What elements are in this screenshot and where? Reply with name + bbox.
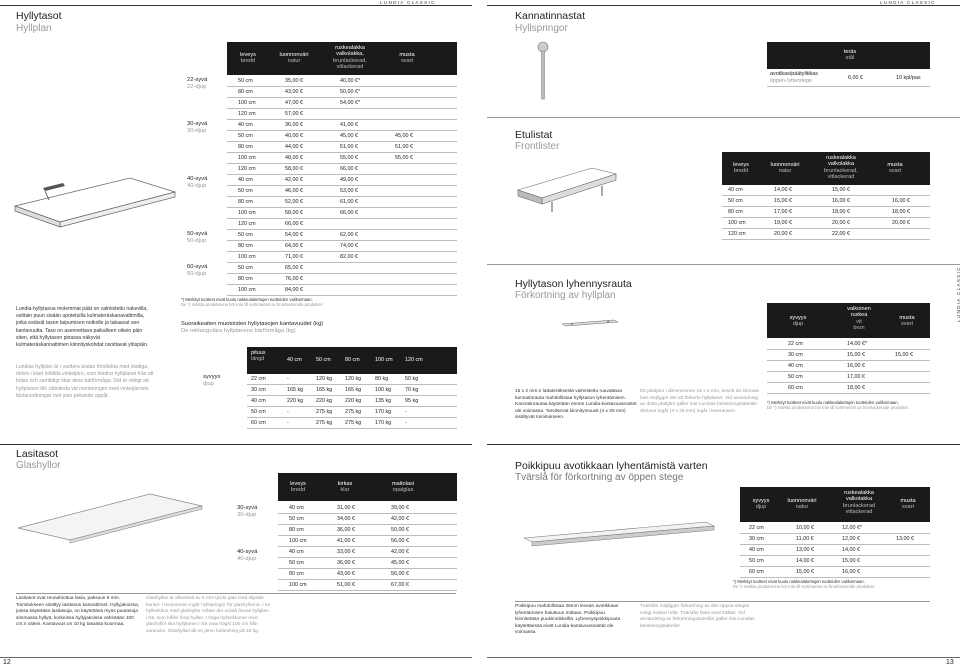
lasitasot-description-sv: Glashyllan är tillverkad av 6 mm tjockt glas med slipade kanter. I leveransen ingår hyllspringor för glashyllorna. I en hyllsektion med glashyllor måste det också finnas hyllplan i trä, som håller ihop hyllan. I höga hyllsektioner med glashyllor ska hyllplanen i trä vara högst 100 cm från varandra. Glashyllan tål en jämn belastning på 10 kg. [146,596,271,634]
divider [16,593,456,594]
table-row: 22 cm 10,00 € 12,00 €* [740,523,930,534]
hyllytasot-note: *) Merkityt tuotteet eivät kuulu nakkealakettujen tuotteiden valikoimaan. De *) märkta produkterna hör inte till sortimentet av brunlackerade produkter. [181,297,324,307]
kantavuus-col: 80 cm [345,357,360,363]
kannatinnastat-title: Kannatinnastat [515,10,586,22]
hyllytasot-title: Hyllytasot [16,10,62,22]
table-row [767,69,930,87]
support-pin-illustration [536,40,550,102]
lasitasot-group-label: 40-syvä 40-djup [237,549,258,562]
brand-left: LUNDIA CLASSIC [380,0,436,5]
table-row: 30 cm 15,00 € 15,00 € [767,350,930,361]
kantavuus-col-label: pituus längd [251,350,266,363]
table-row: 50 cm 35,00 € 40,00 €* [227,76,457,87]
table-row: 50 cm 65,00 € [227,263,457,274]
table-row: 22 cm 14,00 €* [767,339,930,350]
bottom-rule-left [0,657,472,658]
table-row: 22 cm - 120 kg 120 kg 80 kg 50 kg [247,374,457,385]
table-row: 120 cm 66,00 € [227,219,457,230]
hyllytasot-subtitle: Hyllplan [16,23,52,34]
lyhennys-description-sv: Ett plattjärn i dimensionen 15 x 2 mm, avsett att skruvas fast möjliggör det att förkorta hyllplanet. Vid användning av detta plattjärn gäller inte Lundias belastningstabeller. Skruvar ingår (4 x 25 mm) ingår i leveransen. [640,389,759,414]
table-row: 40 cm 36,00 € 41,00 € [227,120,457,131]
kantavuus-col: 120 cm [405,357,423,363]
kantavuus-col: 40 cm [287,357,302,363]
table-row: 100 cm 58,00 € 66,00 € [227,208,457,219]
lasitasot-subtitle: Glashyllor [16,460,61,471]
hyllytasot-group-label: 60-syvä 60-djup [187,264,208,277]
lasitasot-h-opal: maitolasi opalglas [391,481,415,494]
table-row: 60 cm 18,00 € [767,383,930,394]
table-row: 100 cm 41,00 € 56,00 € [278,536,457,547]
kannatinnastat-price: 6,00 € [848,75,863,81]
table-row: 100 cm 51,00 € 67,00 € [278,580,457,591]
kannatinnastat-h-steel: teräs stål [843,49,857,62]
table-row: 50 cm 17,00 € [767,372,930,383]
top-rule-right [487,5,960,6]
front-rail-illustration [512,160,622,215]
table-row: 50 cm 54,00 € 62,00 € [227,230,457,241]
kantavuus-heading: Suoraikeaiten muotoisten hyllytasojen kantavuudet (kg) De rektangulära hyllplanens bärförmåga (kg) [181,321,324,334]
table-row: 80 cm 36,00 € 50,00 € [278,525,457,536]
table-row: 100 cm 47,00 € 54,00 €* [227,98,457,109]
lasitasot-group-label: 30-syvä 30-djup [237,505,258,518]
table-row: 80 cm 43,00 € 56,00 € [278,569,457,580]
kannatinnastat-row-label: avotikas/päätylitikas öppen-/ytterstege [770,71,818,84]
table-row: 100 cm 19,00 € 20,00 € 20,00 € [722,218,930,229]
lyhennys-h-depth: syvyys djup [789,315,807,328]
table-row: 100 cm 48,00 € 55,00 € 55,00 € [227,153,457,164]
poikkipuu-description-sv: Tvärslån möjliggör förkortning av den öppna stegen enligt önskat mått. Tvärslån fästs med träfäst. Vid användning av förkortningstvärslån gäller inte Lundias belastningstabeller. [640,604,755,629]
section-rule [487,264,960,265]
hyllytasot-h-width: leveys bredd [240,52,256,65]
table-row: 50 cm 15,00 € 16,00 € 16,00 € [722,196,930,207]
etulistat-h-lacquer: ruskealakka valkolakka brunlackerad, vitlackerad [824,155,858,180]
shortening-iron-illustration [560,318,620,330]
table-row: 80 cm 52,00 € 61,00 € [227,197,457,208]
table-row: 80 cm 43,00 € 50,00 €* [227,87,457,98]
top-rule-left [0,5,472,6]
hyllytasot-group-label: 50-syvä 50-djup [187,231,208,244]
lyhennys-subtitle: Förkortning av hyllplan [515,290,616,301]
table-row: 50 cm 14,00 € 15,00 € [740,556,930,567]
poikkipuu-h-black: musta svart [900,498,916,511]
etulistat-title: Etulistat [515,129,553,141]
hyllytasot-description-sv: Lundias hyllplan är i vardera ändan förstärkta med stadiga, delvis i träet infällda vinkeljärn, som hindrar hyllplanet från att böjas och samtidigt ökar dess bärförmåga. Det är viktigt att hyllplanen blir rättvända vid monteringen med vinkeljärnets fästanordningar mot ytan pekande uppåt. [16,364,154,399]
table-row: 50 cm 40,00 € 45,00 € 45,00 € [227,131,457,142]
table-row: 100 cm 71,00 € 82,00 € [227,252,457,263]
hyllytasot-group-label: 30-syvä 30-djup [187,121,208,134]
poikkipuu-h-depth: syvyys djup [752,498,770,511]
table-row: 60 cm 15,00 € 16,00 € [740,567,930,578]
section-rule [487,117,960,118]
bottom-rule-right [487,657,960,658]
table-row: 30 cm 165 kg 165 kg 165 kg 100 kg 70 kg [247,385,457,396]
lyhennys-note: *) Merkityt tuotteet eivät kuulu nakkealakettujen tuotteiden valikoimaan. De *) märkta produkterna hör inte till sortimentet av brunlackerade produkter. [767,400,910,410]
crossbar-illustration [520,518,720,554]
table-row: 30 cm 11,00 € 12,00 € 13,00 € [740,534,930,545]
lasitasot-title: Lasitasot [16,448,59,460]
glass-shelf-illustration [10,488,210,548]
table-row: 120 cm 57,00 € [227,109,457,120]
lasitasot-h-width: leveys bredd [290,481,306,494]
kantavuus-col: 50 cm [316,357,331,363]
table-row: 80 cm 44,00 € 51,00 € 51,00 € [227,142,457,153]
table-row: 40 cm 14,00 € 15,00 € [722,185,930,196]
section-rule [487,444,960,445]
hyllytasot-group-label: 22-syvä 22-djup [187,77,208,90]
poikkipuu-h-lacquer: ruskealakka valkolakka brunlackerad vitlackerad [842,490,876,515]
table-row: 40 cm 31,00 € 39,00 € [278,503,457,514]
table-row: 80 cm 76,00 € [227,274,457,285]
table-row: 120 cm 58,00 € 66,00 € [227,164,457,175]
table-row: 60 cm - 275 kg 275 kg 170 kg - [247,418,457,429]
etulistat-h-width: leveys bredd [733,162,749,175]
etulistat-h-natural: luonnonväri natur [770,162,800,175]
hyllytasot-h-natural: luonnonväri natur [279,52,309,65]
table-row: 50 cm 34,00 € 42,00 € [278,514,457,525]
poikkipuu-title: Poikkipuu avotikkaan lyhentämistä varten [515,460,708,472]
table-row: 40 cm 13,00 € 14,00 € [740,545,930,556]
kantavuus-row-label: syvyys djup [203,374,221,387]
kannatinnastat-subtitle: Hyllspringor [515,23,568,34]
page-number-right: 13 [946,659,954,666]
table-row: 40 cm 33,00 € 42,00 € [278,547,457,558]
table-row: 40 cm 42,00 € 49,00 € [227,175,457,186]
hyllytasot-group-label: 40-syvä 40-djup [187,176,208,189]
hyllytasot-h-lacquer: ruskealakka valkolakka, brunlackerad, vitlackerad [333,45,367,70]
table-row: 50 cm - 275 kg 275 kg 170 kg - [247,407,457,418]
section-rule [0,444,472,445]
table-row: 80 cm 17,00 € 18,00 € 18,00 € [722,207,930,218]
brand-side: LUNDIA CLASSIC [956,266,961,322]
lyhennys-h-white-brown: valkoinen ruskea vit brun [847,306,871,331]
poikkipuu-note: *) Merkityt tuotteet eivät kuulu nakkealakettujen tuotteiden valikoimaan. De *) märkta produkterna hör inte till sortimentet av brunlackerade produkter. [733,579,876,589]
etulistat-subtitle: Frontlister [515,141,560,152]
lyhennys-description: 15 x 2 mm:n lattateräksestä valmistettu ruuvattava kannatinrauta mahdollistaa hyllytason lyhentämisen. Kannatinrautaa käytetään ennen Lundia-kantavuusnastet ole voimassa. Tarvitsevat kiinnitysruuvit (4 x 25 mm) sisältyvät toimitukseen. [515,389,637,421]
table-row: 50 cm 36,00 € 45,00 € [278,558,457,569]
page-number-left: 12 [3,659,11,666]
table-row: 40 cm 220 kg 220 kg 220 kg 135 kg 95 kg [247,396,457,407]
hyllytasot-h-black: musta svart [399,52,415,65]
table-row: 50 cm 46,00 € 53,00 € [227,186,457,197]
poikkipuu-h-natural: luonnonväri natur [787,498,817,511]
poikkipuu-description: Poikkipuu mahdollistaa 36mm leveän avotikkaan lyhentämisen haluttuun mittaan. Poikkipuu kiinnitetään puukiinnikkeillä. Lyhennyspoikkipuuta käytettäessä eivät Lundia-kantavuusnastat ole voimassa. [515,604,621,636]
kannatinnastat-pack: 10 kpl/pas [896,75,921,81]
table-row: 100 cm 84,00 € [227,285,457,296]
lasitasot-h-clear: kirkas klar [337,481,353,494]
lasitasot-description: Lasitasot ovat reunahiottua lasia, paksuus 6 mm. Toimitukseen sisältyy lasitason kannattimet. Hyllyjakoissa, joissa käytetään lasitasoja, on käytettävä myös puutasoja sitomassa hyllyä, korkeissa hyllyjakoissa vähintään 100 cm:n välein. Kantavuus on 10 kg tasaista kuormaa. [16,596,140,628]
table-row: 80 cm 64,00 € 74,00 € [227,241,457,252]
brand-right: LUNDIA CLASSIC [880,0,936,5]
shelf-illustration [5,170,185,240]
kantavuus-col: 100 cm [375,357,393,363]
table-row: 40 cm 16,00 € [767,361,930,372]
lyhennys-title: Hyllytason lyhennysrauta [515,278,632,290]
etulistat-h-black: musta svart [887,162,903,175]
table-row: 120 cm 20,00 € 22,00 € [722,229,930,240]
divider [515,601,930,602]
poikkipuu-subtitle: Tvärslå för förkortning av öppen stege [515,472,684,483]
lyhennys-h-black: musta svart [899,315,915,328]
hyllytasot-description: Lundia-hyllytasoa molemmat päät on valmistettu nakevilla, osittain puun sisään upotetuilla kulmateräskanavattimilla, jotka estävät tason taipumisen notkolle ja takaavat sen kantavuutta. Taso on asennettava paikalleen oikein päin siten, että hyllytason pinassa näkyvät kulmateräskannattimen kiinnityskohdat osoittavat ylöspäin. [16,306,149,349]
